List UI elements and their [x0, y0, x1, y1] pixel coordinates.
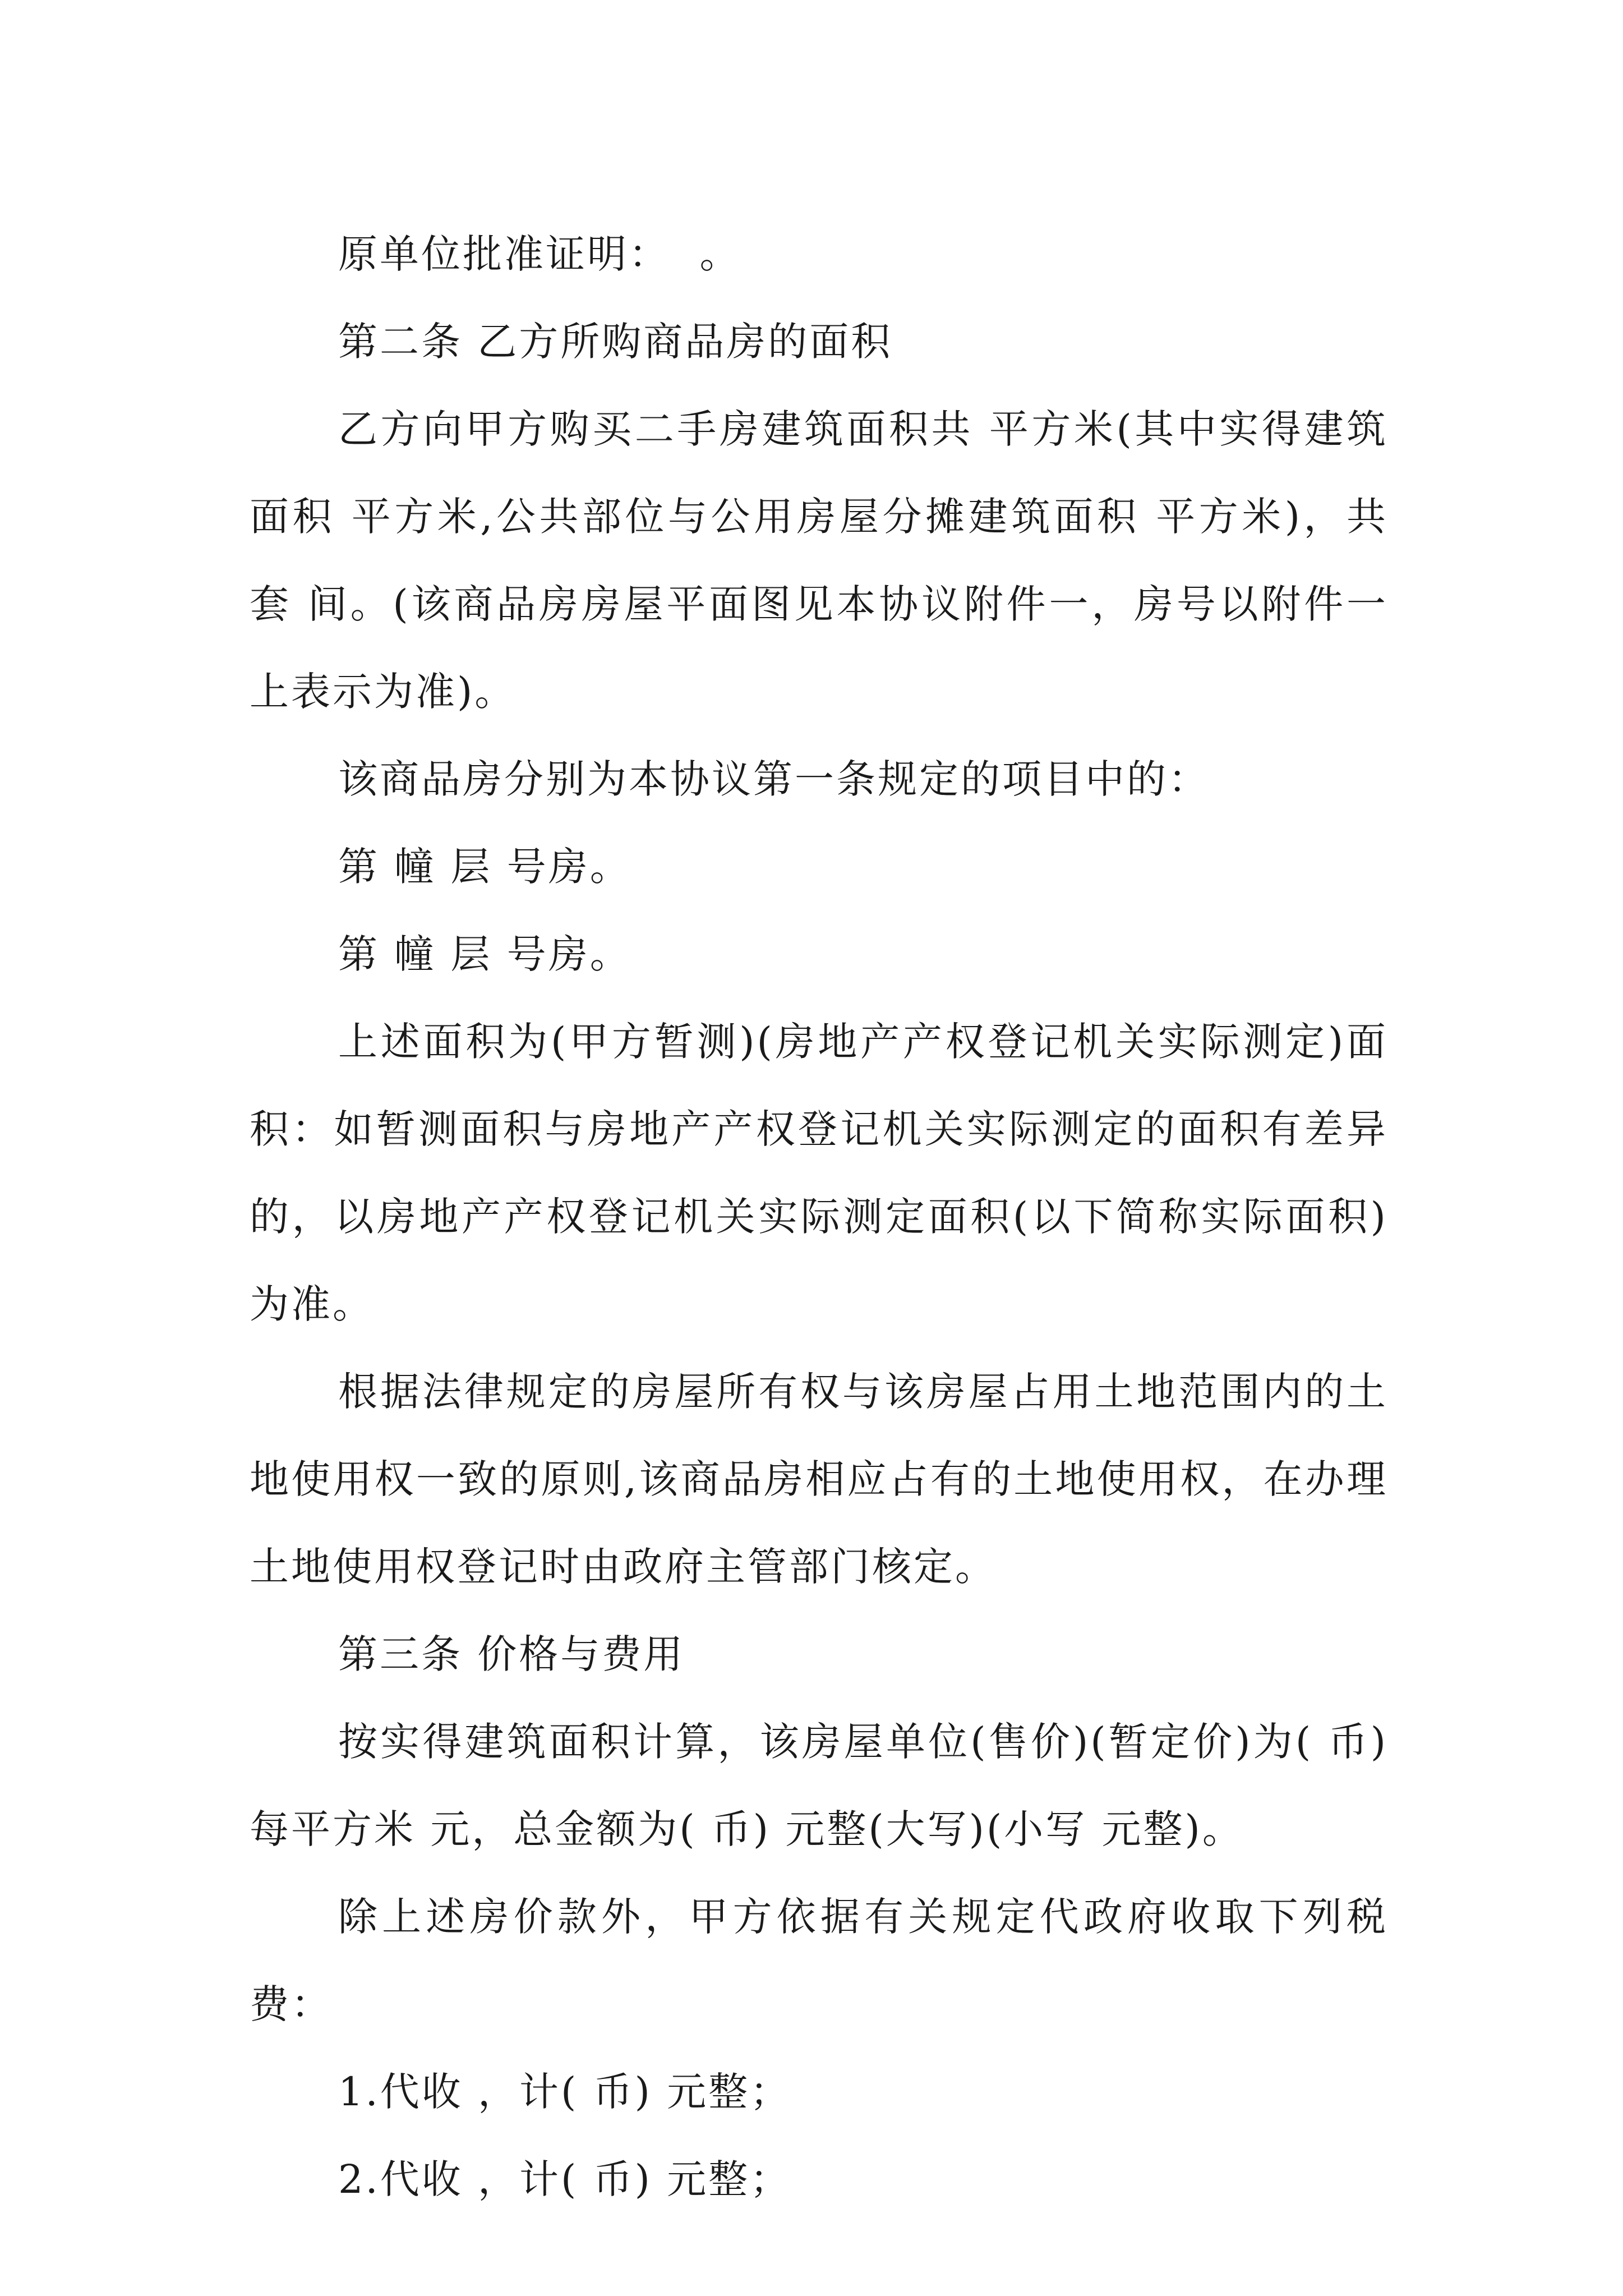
paragraph-project-units: 该商品房分别为本协议第一条规定的项目中的：: [338, 756, 1210, 802]
article-2-heading: 第二条 乙方所购商品房的面积: [338, 319, 893, 365]
paragraph-land-use-right: 根据法律规定的房屋所有权与该房屋占用土地范围内的土地使用权一致的原则,该商品房相应占有的土地使用权，在办理土地使用权登记时由政府主管部门核定。: [250, 1369, 1388, 1590]
paragraph-area-total: 乙方向甲方购买二手房建筑面积共 平方米(其中实得建筑面积 平方米,公共部位与公用房屋分摊建筑面积 平方米)，共 套 间。(该商品房房屋平面图见本协议附件一，房号以附件一上表示为准)。: [250, 406, 1403, 715]
paragraph-approval-proof: 原单位批准证明： 。: [338, 231, 741, 277]
paragraph-unit-1: 第 幢 层 号房。: [338, 844, 631, 890]
document-body: [250, 210, 1403, 2223]
paragraph-tax-item-1: 1.代收 ，计( 币) 元整；: [338, 2069, 792, 2115]
paragraph-price: 按实得建筑面积计算，该房屋单位(售价)(暂定价)为( 币)每平方米 元，总金额为( 币) 元整(大写)(小写 元整)。: [250, 1719, 1388, 1852]
article-3-heading: 第三条 价格与费用: [338, 1631, 685, 1677]
paragraph-measured-area: 上述面积为(甲方暂测)(房地产产权登记机关实际测定)面积：如暂测面积与房地产产权登记机关实际测定的面积有差异的，以房地产产权登记机关实际测定面积(以下简称实际面积)为准。: [250, 1019, 1388, 1327]
paragraph-unit-2: 第 幢 层 号房。: [338, 931, 631, 977]
paragraph-tax-item-2: 2.代收 ，计( 币) 元整；: [338, 2156, 792, 2202]
paragraph-taxes-intro: 除上述房价款外，甲方依据有关规定代政府收取下列税费：: [250, 1894, 1388, 2027]
